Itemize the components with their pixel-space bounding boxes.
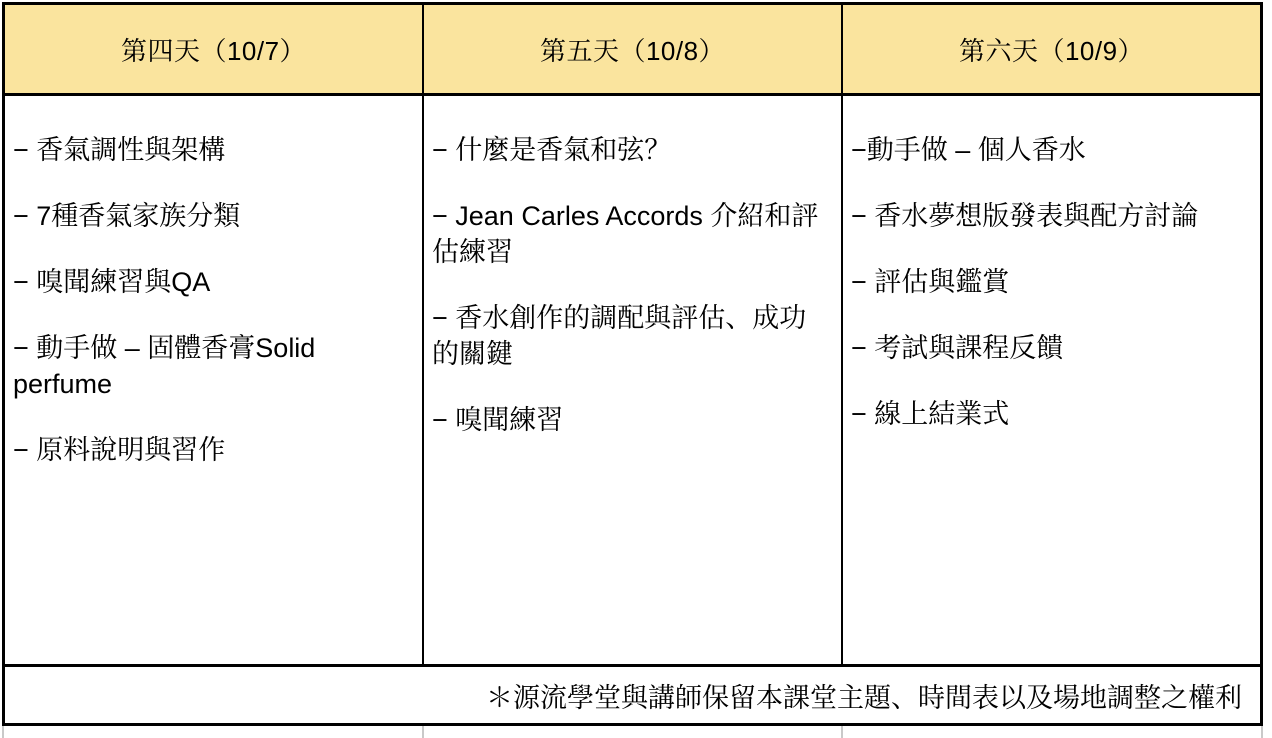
day6-content-cell — [841, 96, 1260, 664]
list-item: − 原料說明與習作 — [13, 435, 226, 465]
course-schedule-table — [2, 2, 1263, 726]
partial-cell — [843, 726, 1263, 738]
list-item: − 動手做 – 固體香膏Solid perfume — [13, 333, 316, 399]
list-item: − Jean Carles Accords 介紹和評估練習 — [432, 201, 819, 267]
list-item: − 嗅聞練習 — [432, 405, 564, 435]
partial-cell — [4, 726, 424, 738]
list-item: − 什麼是香氣和弦？ — [432, 135, 672, 165]
header-day6: 第六天（10/9） — [841, 5, 1260, 93]
list-item: − 香氣調性與架構 — [13, 135, 226, 165]
list-item: − 香水夢想版發表與配方討論 — [851, 201, 1199, 231]
list-item: −動手做 – 個人香水 — [851, 135, 1086, 165]
footer-row — [5, 667, 1260, 723]
list-item: − 評估與鑑賞 — [851, 267, 1010, 297]
header-row — [5, 5, 1260, 96]
list-item: − 7種香氣家族分類 — [13, 201, 241, 231]
header-day4: 第四天（10/7） — [120, 35, 307, 66]
day5-content-cell — [422, 96, 841, 664]
content-row — [5, 96, 1260, 667]
list-item: − 考試與課程反饋 — [851, 333, 1064, 363]
footer-note: ＊源流學堂與講師保留本課堂主題、時間表以及場地調整之權利 — [486, 682, 1242, 713]
partial-next-row — [2, 726, 1263, 738]
list-item: − 嗅聞練習與QA — [13, 267, 211, 297]
day4-content-cell — [5, 96, 422, 664]
list-item: − 香水創作的調配與評估、成功的關鍵 — [432, 303, 807, 369]
list-item: − 線上結業式 — [851, 399, 1010, 429]
header-day5: 第五天（10/8） — [422, 5, 841, 93]
partial-cell — [424, 726, 844, 738]
